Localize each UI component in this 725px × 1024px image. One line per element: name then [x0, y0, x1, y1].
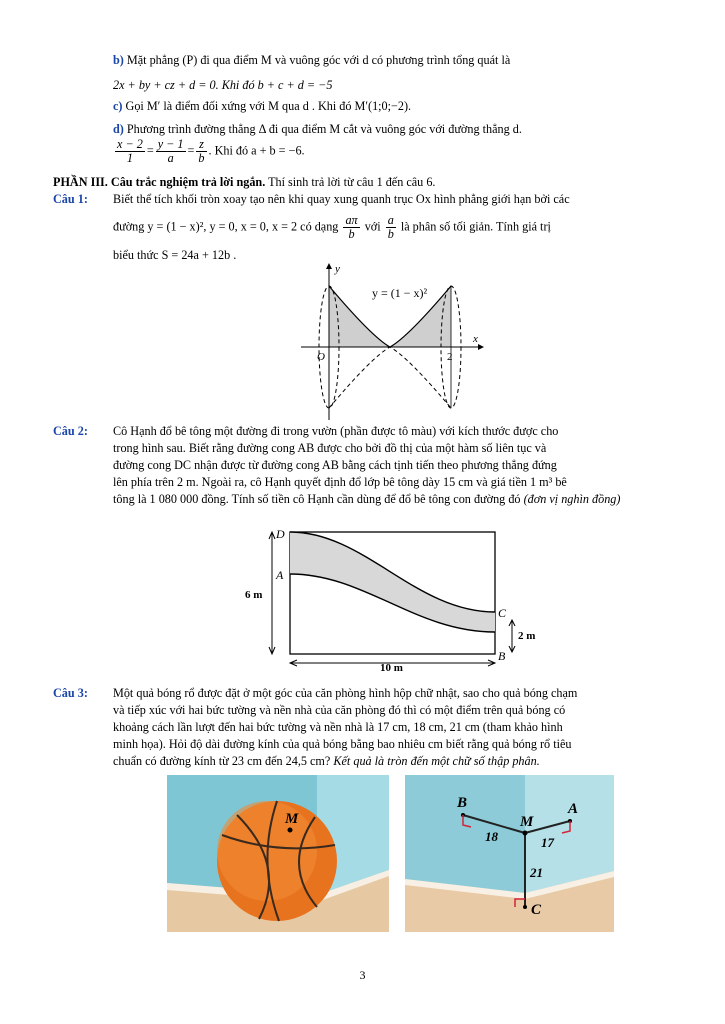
part3-heading: PHẦN III. Câu trắc nghiệm trả lời ngắn. Thí sinh trả lời từ câu 1 đến câu 6. — [53, 175, 436, 189]
point-A: A — [276, 568, 284, 582]
point-M2-label: M — [520, 814, 534, 830]
item-b-line1: b) Mặt phẳng (P) đi qua điểm M và vuông góc với d có phương trình tổng quát là — [113, 53, 511, 67]
page-number: 3 — [359, 968, 366, 982]
height-label: 6 m — [245, 589, 263, 601]
item-d-line2: $\frac{x - 2}{1}$ = $\frac{y - 1}{a}$ = $\frac{z}{b}$ . Khi đó a + b = −6. — [117, 137, 305, 165]
q2-line4: lên phía trên 2 m. Ngoài ra, cô Hạnh quyết định đổ lớp bê tông dày 15 cm và giá tiền 1 m³ bê — [113, 475, 567, 489]
distance-17-label: 17 — [541, 835, 554, 850]
gap-label: 2 m — [518, 630, 536, 642]
q2-label: Câu 2: — [53, 424, 88, 438]
q2-path-figure — [235, 522, 545, 672]
point-B-label: B — [457, 795, 468, 811]
width-label: 10 m — [380, 662, 403, 672]
item-d-line1: d) Phương trình đường thẳng Δ đi qua điểm M cắt và vuông góc với đường thẳng d. — [113, 122, 522, 136]
q1-line3: biểu thức S = 24a + 12b . — [113, 248, 237, 262]
point-A-label: A — [568, 801, 579, 817]
point-C: C — [498, 606, 507, 620]
q1-graph — [296, 262, 486, 422]
q3-label: Câu 3: — [53, 686, 88, 700]
curve-label: y = (1 − x)² — [372, 286, 428, 300]
q3-line1: Một quả bóng rổ được đặt ở một góc của căn phòng hình hộp chữ nhật, sao cho quả bóng chạm — [113, 686, 578, 700]
q1-line1: Biết thể tích khối tròn xoay tạo nên khi quay xung quanh trục Ox hình phẳng giới hạn bởi các — [113, 192, 570, 206]
q3-line3: khoảng cách lần lượt đến hai bức tường và nền nhà là 17 cm, 18 cm, 21 cm (tham khảo hình — [113, 720, 563, 734]
q3-line5: chuẩn có đường kính từ 23 cm đến 24,5 cm? Kết quả là tròn đến một chữ số thập phân. — [113, 754, 540, 768]
point-D: D — [276, 527, 285, 541]
q3-line2: và tiếp xúc với hai bức tường và nền nhà của căn phòng đó thì có một điểm trên quả bóng có — [113, 703, 566, 717]
distance-18-label: 18 — [485, 829, 498, 844]
q2-line1: Cô Hạnh đổ bê tông một đường đi trong vườn (phần được tô màu) với kích thước được cho — [113, 424, 559, 438]
q1-label: Câu 1: — [53, 192, 88, 206]
distance-diagram — [405, 775, 614, 932]
item-b-line2: 2x + by + cz + d = 0. Khi đó b + c + d = −5 — [113, 78, 333, 92]
tick-2-label: 2 — [447, 351, 453, 363]
point-B: B — [498, 649, 506, 663]
fraction-x: $\frac{x - 2}{1}$ — [117, 137, 143, 165]
distance-21-label: 21 — [530, 865, 543, 880]
y-axis-label: y — [335, 263, 340, 275]
point-C-label: C — [531, 902, 542, 918]
x-axis-label: x — [473, 333, 478, 345]
q1-line2: đường y = (1 − x)², y = 0, x = 0, x = 2 có dạng $\frac{a\pi}{b}$ với $\frac{a}{b}$ là phân số tối giản. Tính giá trị — [113, 213, 551, 241]
q2-line3: đường cong DC nhận được từ đường cong AB bằng cách tịnh tiến theo phương thẳng đứng — [113, 458, 557, 472]
item-c: c) Gọi M′ là điểm đối xứng với M qua d . Khi đó M′(1;0;−2). — [113, 99, 412, 113]
q3-line4: minh họa). Hỏi độ dài đường kính của quả bóng bằng bao nhiêu cm biết rằng quả bóng rổ tiêu — [113, 737, 572, 751]
q2-line5: tông là 1 080 000 đồng. Tính số tiền cô Hạnh cần dùng để đổ bê tông con đường đó (đơn vị nghìn đồng) — [113, 492, 621, 506]
point-M-label: M — [285, 811, 299, 827]
basketball-corner-illustration — [167, 775, 389, 932]
fraction-z: $\frac{z}{b}$ — [198, 137, 205, 165]
origin-label: O — [317, 351, 325, 363]
q2-line2: trong hình sau. Biết rằng đường cong AB được cho bởi đồ thị của một hàm số liên tục và — [113, 441, 547, 455]
fraction-y: $\frac{y - 1}{a}$ — [157, 137, 184, 165]
